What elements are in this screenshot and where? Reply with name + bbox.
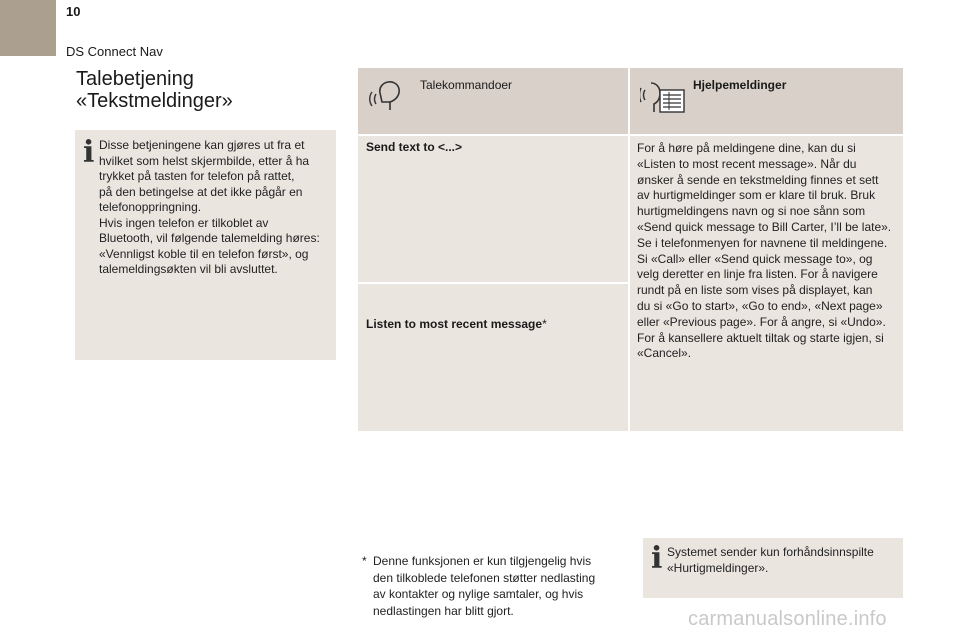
help-line: Se i telefonmenyen for navnene til meldingene. [637,235,888,250]
help-line: «Listen to most recent message». Når du [637,156,857,171]
page-title-line-1: Talebetjening [76,68,194,90]
info-line: talemeldingsøkten vil bli avsluttet. [99,262,278,276]
note-text [667,545,897,576]
help-line: Si «Call» eller «Send quick message to», og [637,251,873,266]
footnote-line: av kontakter og nylige samtaler, og hvis [373,587,584,601]
info-icon: i [651,541,663,576]
column-header-help: Hjelpemeldinger [693,78,787,92]
info-line: trykket på tasten for telefon på rattet, [99,169,295,183]
info-text [99,138,335,278]
help-line: hurtigmeldingens navn og si noe sånn som [637,204,866,219]
info-line: Hvis ingen telefon er tilkoblet av [99,215,269,230]
help-line: rundt på en liste som vises på displayet, kan [637,283,873,298]
column-header-commands: Talekommandoer [420,78,513,92]
help-line: ønsker å sende en tekstmelding finnes et sett [637,172,879,187]
help-line: eller «Previous page». For å angre, si «Undo». [637,314,886,329]
footnote-line: den tilkoblede telefonen støtter nedlasting [373,570,596,585]
voice-help-message-icon [640,80,686,116]
voice-command-text: Listen to most recent message [366,317,543,331]
section-name: DS Connect Nav [66,44,163,59]
footnote-star: * [362,554,367,568]
note-box [643,538,903,598]
help-line: velg deretter en linje fra listen. For å navigere [637,267,878,282]
help-line: «Cancel». [637,346,692,361]
table-row [358,284,628,431]
voice-command-table [358,68,903,431]
page-tab-marker [0,0,56,56]
footnote-marker: * [542,317,547,331]
help-message-cell [630,136,903,431]
voice-command [366,317,547,331]
help-line: For å kansellere aktuelt tiltak og starte igjen, si [637,330,884,345]
info-icon: i [83,135,95,170]
voice-command-icon [368,80,408,114]
footnote-line: nedlastingen har blitt gjort. [373,603,514,618]
info-line: Disse betjeningene kan gjøres ut fra et [99,138,305,152]
info-line: på den betingelse at det ikke pågår en [99,184,303,199]
note-line: Systemet sender kun forhåndsinnspilte [667,545,874,559]
help-line: du si «Go to start», «Go to end», «Next page» [637,298,883,313]
watermark: carmanualsonline.info [688,608,887,630]
help-line: «Send quick message to Bill Carter, I’ll be late». [637,219,892,234]
info-line: telefonoppringning. [99,200,202,214]
help-line: For å høre på meldingene dine, kan du si [637,141,856,155]
help-line: av hurtigmeldinger som er klare til bruk. Bruk [637,188,876,203]
page-number: 10 [66,4,81,19]
footnote-line: Denne funksjonen er kun tilgjengelig hvis [373,554,592,568]
table-header-commands [358,68,628,134]
voice-command [366,140,462,154]
info-line: Bluetooth, vil følgende talemelding høres: [99,231,320,245]
info-line: «Vennligst koble til en telefon først», og [99,246,309,261]
info-line: hvilket som helst skjermbilde, etter å ha [99,153,310,168]
table-row [358,136,628,282]
page-title [76,68,346,112]
voice-command-text: Send text to <...> [366,140,463,154]
info-box [75,130,336,360]
table-header-help [630,68,903,134]
note-line: «Hurtigmeldinger». [667,560,769,575]
help-message-text [637,141,901,362]
page-title-line-2: «Tekstmeldinger» [76,90,233,112]
footnote-text [373,553,613,619]
